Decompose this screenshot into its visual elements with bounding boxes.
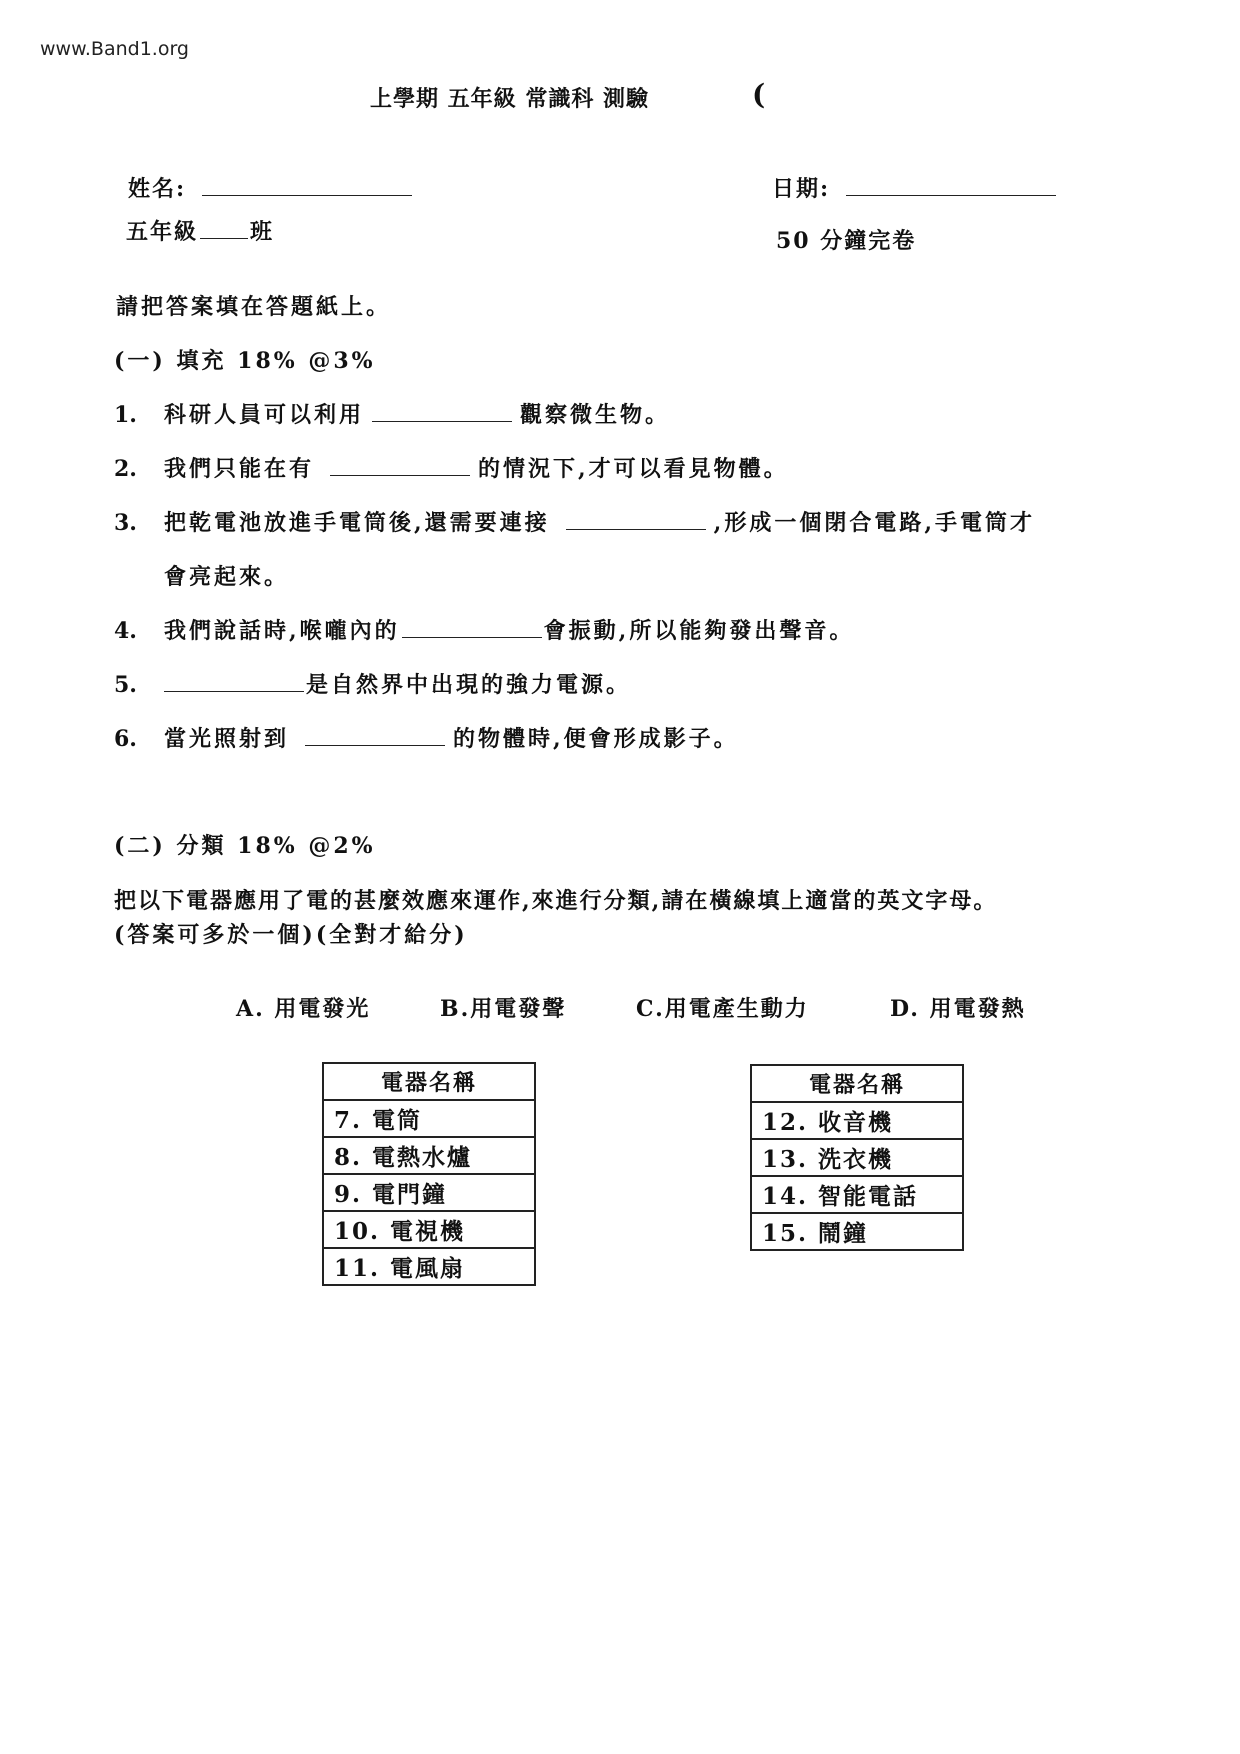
answer-blank[interactable] (305, 725, 445, 746)
question-text: 的情況下,才可以看見物體。 (478, 456, 789, 482)
table-row: 11. 電風扇 (323, 1248, 535, 1285)
class-field (126, 215, 274, 246)
appliance-table-right (750, 1064, 964, 1251)
question-text: 會振動,所以能夠發出聲音。 (543, 618, 855, 644)
table-row: 12. 收音機 (751, 1102, 963, 1139)
title-paren: ( (752, 78, 766, 111)
table-row: 10. 電視機 (323, 1211, 535, 1248)
question-3-continued: 會亮起來。 (164, 564, 290, 590)
answer-blank[interactable] (330, 455, 470, 476)
question-number: 6. (114, 726, 137, 752)
date-blank[interactable] (846, 175, 1056, 196)
date-label: 日期: (772, 176, 831, 202)
name-blank[interactable] (202, 175, 412, 196)
section1-heading: (一) 填充 18% @3% (114, 348, 376, 374)
question-number: 3. (114, 510, 137, 536)
table-row: 7. 電筒 (323, 1100, 535, 1137)
answer-blank[interactable] (164, 671, 304, 692)
option-b: B.用電發聲 (440, 996, 567, 1022)
question-text: 是自然界中出現的強力電源。 (306, 672, 632, 698)
date-field (772, 172, 1056, 203)
appliance-table-left (322, 1062, 536, 1286)
question-number: 1. (114, 402, 137, 428)
section2-heading: (二) 分類 18% @2% (114, 833, 376, 859)
table-row: 9. 電門鐘 (323, 1174, 535, 1211)
name-label: 姓名: (128, 176, 187, 202)
table-header: 電器名稱 (323, 1063, 535, 1100)
question-text: 我們只能在有 (164, 456, 315, 482)
question-number: 5. (114, 672, 137, 698)
site-watermark: www.Band1.org (40, 38, 189, 60)
question-text: ,形成一個閉合電路,手電筒才 (713, 510, 1035, 536)
question-2 (114, 452, 789, 483)
question-6 (114, 722, 739, 753)
question-5 (114, 668, 631, 699)
answer-blank[interactable] (372, 401, 512, 422)
option-a: A. 用電發光 (236, 996, 371, 1022)
class-suffix: 班 (250, 219, 275, 245)
question-text: 把乾電池放進手電筒後,還需要連接 (164, 510, 550, 536)
table-row: 14. 智能電話 (751, 1176, 963, 1213)
answer-instruction: 請把答案填在答題紙上。 (116, 294, 392, 320)
option-d: D. 用電發熱 (890, 996, 1026, 1022)
answer-blank[interactable] (566, 509, 706, 530)
class-prefix: 五年級 (126, 219, 199, 245)
question-text: 當光照射到 (164, 726, 290, 752)
table-row: 8. 電熱水爐 (323, 1137, 535, 1174)
question-3 (114, 506, 1035, 537)
question-text: 的物體時,便會形成影子。 (453, 726, 739, 752)
table-row: 13. 洗衣機 (751, 1139, 963, 1176)
section2-note: (答案可多於一個)(全對才給分) (114, 922, 468, 948)
page-title: 上學期 五年級 常識科 測驗 (370, 86, 649, 112)
table-row: 15. 鬧鐘 (751, 1213, 963, 1250)
question-text: 科研人員可以利用 (164, 402, 365, 428)
table-header: 電器名稱 (751, 1065, 963, 1102)
question-text: 觀察微生物。 (520, 402, 671, 428)
question-1 (114, 398, 670, 429)
class-blank[interactable] (200, 218, 248, 239)
question-4 (114, 614, 854, 645)
option-c: C.用電產生動力 (636, 996, 809, 1022)
name-field (128, 172, 412, 203)
question-text: 我們說話時,喉嚨內的 (164, 618, 400, 644)
question-number: 2. (114, 456, 137, 482)
section2-instruction: 把以下電器應用了電的甚麼效應來運作,來進行分類,請在橫線填上適當的英文字母。 (114, 888, 998, 914)
question-number: 4. (114, 618, 137, 644)
answer-blank[interactable] (402, 617, 542, 638)
duration-text: 50 分鐘完卷 (776, 228, 917, 254)
